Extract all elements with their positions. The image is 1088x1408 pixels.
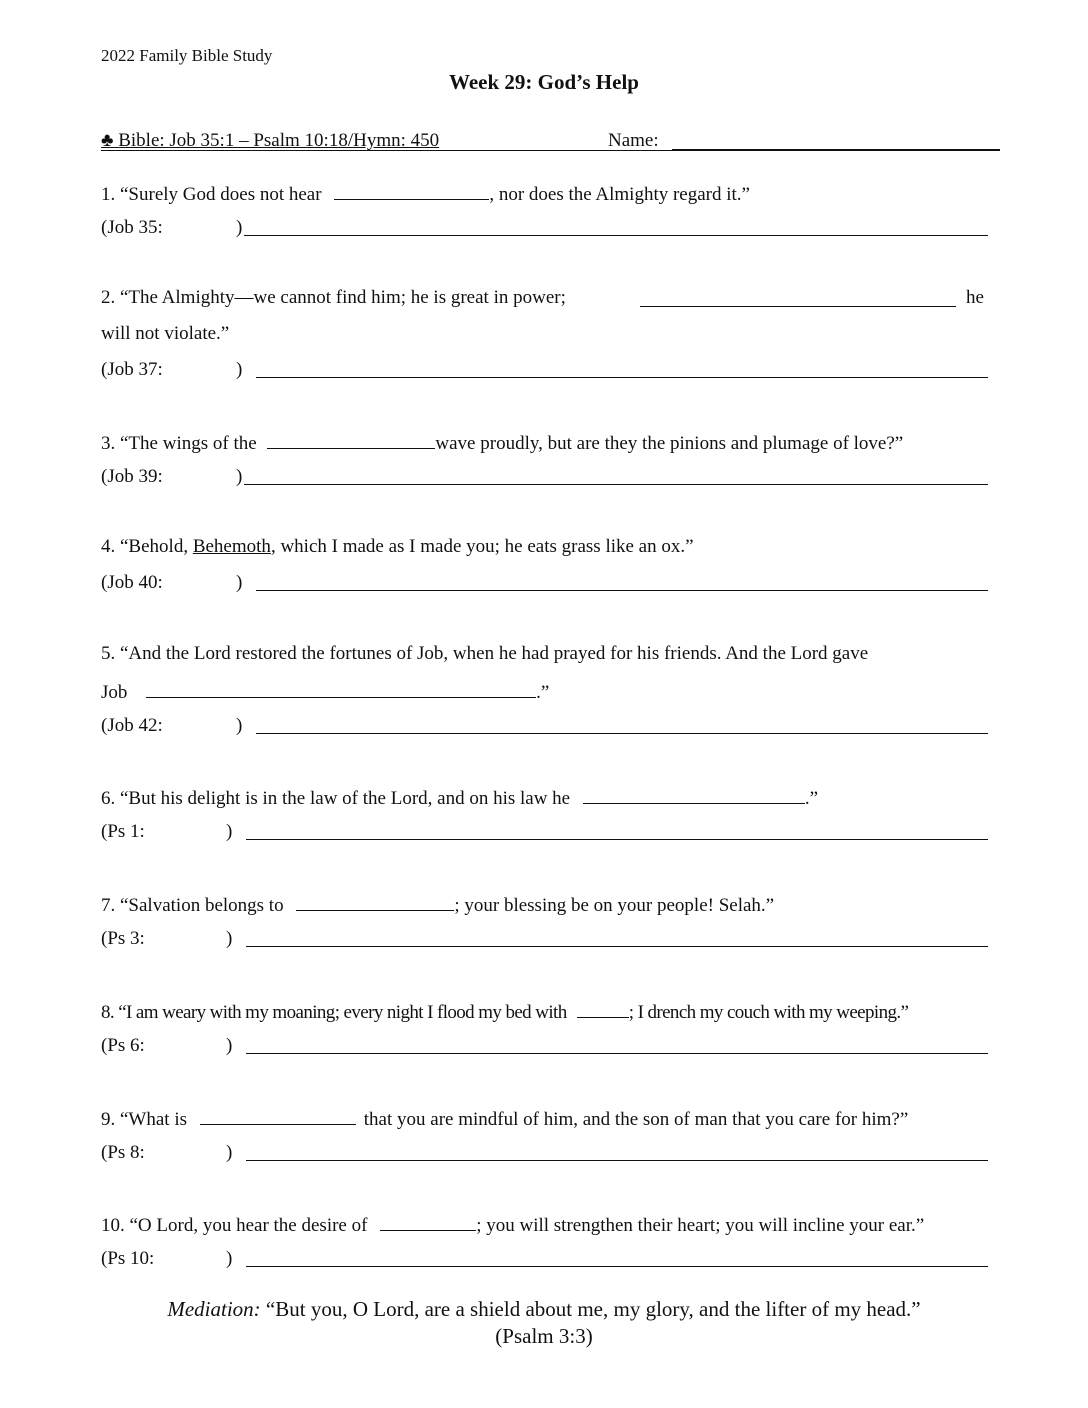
question-9: 9. “What is that you are mindful of him, and the son of man that you care for him?”: [101, 1106, 908, 1131]
meditation-text: “But you, O Lord, are a shield about me, my glory, and the lifter of my head.”: [265, 1297, 921, 1321]
question-1: 1. “Surely God does not hear , nor does the Almighty regard it.”: [101, 181, 750, 206]
ref-label-3: (Job 39:: [101, 466, 163, 487]
ref-answer-line-6[interactable]: [246, 839, 988, 840]
question-5-line2: Job .”: [101, 679, 549, 704]
club-icon: ♣: [101, 130, 114, 151]
ref-answer-line-1[interactable]: [244, 235, 988, 236]
ref-answer-line-10[interactable]: [246, 1266, 988, 1267]
answer-blank-1[interactable]: [334, 181, 489, 200]
bible-reading-label: Bible: Job 35:1 – Psalm 10:18/Hymn: 450: [118, 130, 440, 151]
ref-label-8: (Ps 6:: [101, 1035, 145, 1056]
name-label: Name:: [608, 130, 659, 151]
meditation-reference: (Psalm 3:3): [495, 1324, 593, 1348]
ref-label-6: (Ps 1:: [101, 821, 145, 842]
ref-label-9: (Ps 8:: [101, 1142, 145, 1163]
answer-blank-3[interactable]: [267, 430, 435, 449]
name-field[interactable]: [672, 149, 1000, 150]
behemoth-word: Behemoth: [192, 536, 271, 557]
question-2-line2: will not violate.”: [101, 323, 230, 344]
answer-blank-7[interactable]: [296, 892, 454, 911]
question-6: 6. “But his delight is in the law of the Lord, and on his law he .”: [101, 785, 818, 810]
ref-label-1: (Job 35:: [101, 217, 163, 238]
question-10: 10. “O Lord, you hear the desire of ; you will strengthen their heart; you will incline your ear.”: [101, 1212, 924, 1237]
question-5: 5. “And the Lord restored the fortunes of Job, when he had prayed for his friends. And the Lord gave: [101, 643, 869, 664]
ref-answer-line-4[interactable]: [256, 590, 988, 591]
ref-answer-line-7[interactable]: [246, 946, 988, 947]
ref-label-10: (Ps 10:: [101, 1248, 155, 1269]
ref-answer-line-5[interactable]: [256, 733, 988, 734]
ref-label-4: (Job 40:: [101, 572, 163, 593]
answer-blank-10[interactable]: [380, 1212, 476, 1231]
ref-answer-line-3[interactable]: [244, 484, 988, 485]
answer-blank-2[interactable]: [640, 306, 956, 307]
question-7: 7. “Salvation belongs to ; your blessing be on your people! Selah.”: [101, 892, 774, 917]
meditation-label: Mediation:: [167, 1297, 261, 1321]
answer-blank-5[interactable]: [146, 679, 536, 698]
bible-reading-line: [101, 130, 439, 152]
question-8: 8. “I am weary with my moaning; every night I flood my bed with ; I drench my couch with my weeping.”: [101, 999, 908, 1024]
question-2: 2. “The Almighty—we cannot find him; he is great in power;: [101, 287, 566, 308]
question-4: 4. “Behold, Behemoth, which I made as I made you; he eats grass like an ox.”: [101, 536, 694, 557]
answer-blank-6[interactable]: [583, 785, 805, 804]
ref-label-7: (Ps 3:: [101, 928, 145, 949]
meditation-verse: [0, 1297, 1088, 1322]
ref-answer-line-8[interactable]: [246, 1053, 988, 1054]
answer-blank-9[interactable]: [200, 1106, 356, 1125]
question-3: 3. “The wings of the wave proudly, but are they the pinions and plumage of love?”: [101, 430, 903, 455]
ref-label-2: (Job 37:: [101, 359, 163, 380]
ref-label-5: (Job 42:: [101, 715, 163, 736]
header-rule: [101, 150, 1000, 151]
answer-blank-8[interactable]: [577, 999, 629, 1018]
page-title: Week 29: God’s Help: [449, 70, 639, 94]
ref-answer-line-2[interactable]: [256, 377, 988, 378]
study-header: 2022 Family Bible Study: [101, 46, 273, 65]
ref-answer-line-9[interactable]: [246, 1160, 988, 1161]
